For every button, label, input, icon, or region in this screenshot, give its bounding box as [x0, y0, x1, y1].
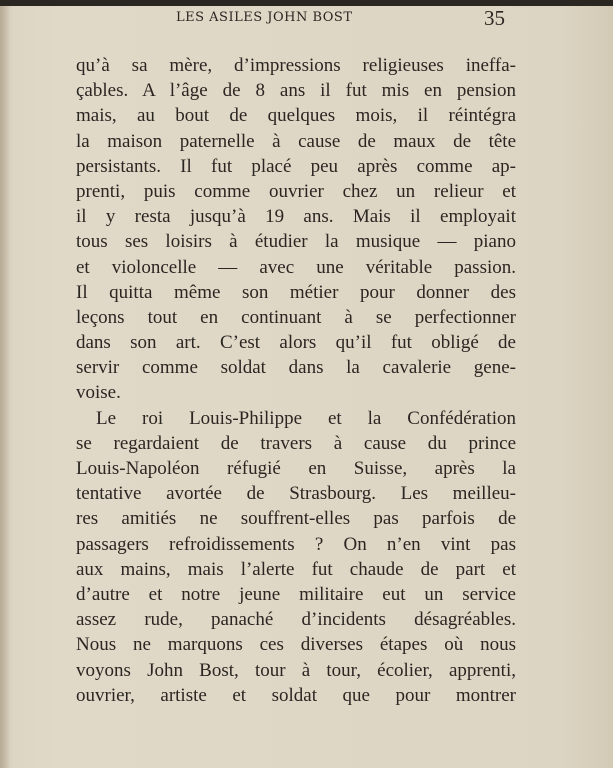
text-line: prenti, puis comme ouvrier chez un relieur et — [76, 180, 516, 202]
text-line: voise. — [76, 382, 121, 404]
text-line: Il quitta même son métier pour donner des — [76, 281, 516, 303]
text-line: assez rude, panaché d’incidents désagréables. — [76, 609, 516, 631]
text-line: tentative avortée de Strasbourg. Les meilleu- — [76, 483, 516, 505]
text-line: persistants. Il fut placé peu après comme ap- — [76, 155, 516, 177]
body-text — [76, 53, 516, 708]
running-title: LES ASILES JOHN BOST — [176, 10, 353, 25]
text-line: res amitiés ne souffrent-elles pas parfois de — [76, 508, 516, 530]
text-line: voyons John Bost, tour à tour, écolier, apprenti, — [76, 659, 516, 681]
text-line: çables. A l’âge de 8 ans il fut mis en pension — [76, 80, 516, 102]
text-line: d’autre et notre jeune militaire eut un service — [76, 583, 516, 605]
text-line: qu’à sa mère, d’impressions religieuses ineffa- — [76, 55, 516, 76]
text-line: se regardaient de travers à cause du prince — [76, 432, 516, 454]
text-line: et violoncelle — avec une véritable passion. — [76, 256, 516, 278]
text-line: passagers refroidissements ? On n’en vint pas — [76, 533, 516, 555]
text-line: leçons tout en continuant à se perfectionner — [76, 306, 516, 328]
text-line: mais, au bout de quelques mois, il réintégra — [76, 105, 516, 127]
top-edge-bar — [0, 0, 613, 6]
text-line: il y resta jusqu’à 19 ans. Mais il employait — [76, 206, 516, 228]
text-line: ouvrier, artiste et soldat que pour montrer — [76, 684, 516, 706]
page-number: 35 — [484, 6, 505, 30]
text-line: Nous ne marquons ces diverses étapes où nous — [76, 634, 516, 656]
paragraph-start-line: Le roi Louis-Philippe et la Confédération — [96, 407, 516, 429]
text-line: servir comme soldat dans la cavalerie gene- — [76, 357, 516, 379]
text-line: dans son art. C’est alors qu’il fut obligé de — [76, 332, 516, 354]
binding-shadow — [0, 0, 10, 768]
text-line: tous ses loisirs à étudier la musique — piano — [76, 231, 516, 253]
text-line: Louis-Napoléon réfugié en Suisse, après la — [76, 458, 516, 479]
text-line: la maison paternelle à cause de maux de tête — [76, 130, 516, 152]
text-line: aux mains, mais l’alerte fut chaude de part et — [76, 558, 516, 580]
